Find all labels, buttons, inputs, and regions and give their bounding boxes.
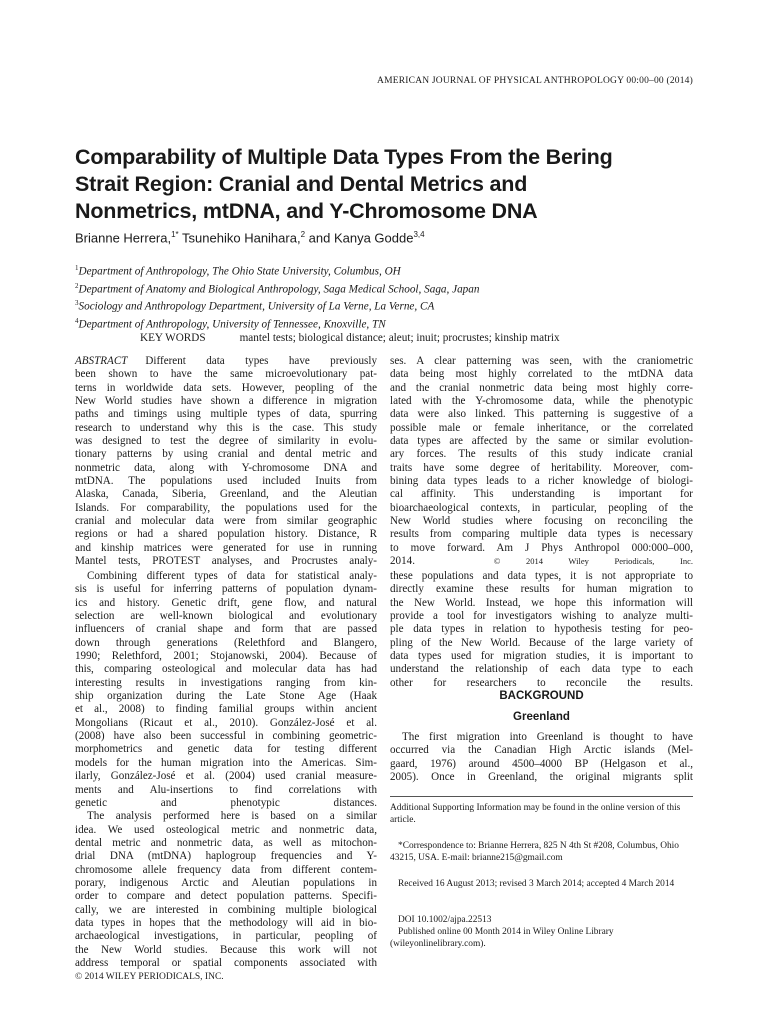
body-line: pling of the New World. Because of the large variety of xyxy=(390,636,693,649)
body-line: influencers of cranial shape and form that are passed xyxy=(75,623,377,636)
abstract-line: Alaska, Canada, Siberia, Greenland, and the Aleutian xyxy=(75,488,377,501)
body-line: chromosome allele frequency data from different contem- xyxy=(75,863,377,876)
affiliation xyxy=(75,280,479,298)
body-line: The first migration into Greenland is thought to have xyxy=(402,731,693,743)
affiliation-number: 4 xyxy=(75,316,79,325)
abstract-line: 2014. © 2014 Wiley Periodicals, Inc. xyxy=(390,555,694,568)
body-line: interesting results in investigations ranging from kin- xyxy=(75,676,377,689)
abstract-line: data being most highly correlated to the mtDNA data xyxy=(390,368,693,381)
body-line: address temporal or spatial components associated with xyxy=(75,956,377,969)
footnote-correspondence: *Correspondence to: Brianne Herrera, 825 N 4th St #208, Columbus, Ohio 43215, USA. E-mail: brianne215@gmail.com xyxy=(390,841,679,864)
abstract-line: ary forces. The results of this study indicate cranial xyxy=(390,448,693,461)
footnote-doi: DOI 10.1002/ajpa.22513 xyxy=(398,915,492,925)
body-line: dental metric and nonmetric data, as well as mitochon- xyxy=(75,836,377,849)
body-line: (2008) have also been successful in combining geometric- xyxy=(75,730,377,743)
affiliation xyxy=(75,262,479,280)
body-line: sis is useful for inferring patterns of population dynam- xyxy=(75,583,377,596)
abstract-line: ses. A clear patterning was seen, with the craniometric xyxy=(390,355,693,367)
affiliation xyxy=(75,297,479,315)
body-line: archaeological investigations, in particular, peopling of xyxy=(75,930,377,943)
abstract-line: was designed to test the degree of similarity in evolu- xyxy=(75,435,377,448)
footnote-supporting-info: Additional Supporting Information may be found in the online version of this article. xyxy=(390,803,681,826)
body-line: Mongolians (Ricaut et al., 2010). González-José et al. xyxy=(75,716,377,729)
body-line: data types used for migration studies, it is important to xyxy=(390,650,693,663)
body-line: provide a tool for investigators wishing to analyze multi- xyxy=(390,610,693,623)
body-line: down through generations (Relethford and Blangero, xyxy=(75,636,377,649)
abstract-left-column xyxy=(75,355,377,569)
author-affil-mark: 2 xyxy=(300,230,306,239)
footnote-divider xyxy=(390,796,693,797)
keywords xyxy=(140,332,560,344)
abstract-line: bining data types leads to a richer knowledge of biologi- xyxy=(390,475,693,488)
title-line: Nonmetrics, mtDNA, and Y-Chromosome DNA xyxy=(75,199,538,223)
journal-header: AMERICAN JOURNAL OF PHYSICAL ANTHROPOLOGY 00:00–00 (2014) xyxy=(377,76,693,86)
abstract-line: ABSTRACT Different data types have previously xyxy=(75,355,377,367)
abstract-line: possible male or female inheritance, or the correlated xyxy=(390,421,693,434)
abstract-line: and kinship matrices were generated for use in running xyxy=(75,541,377,554)
affiliations xyxy=(75,262,479,332)
body-line: morphometrics and genetic data for testing different xyxy=(75,743,377,756)
abstract-line: tionary patterns by using cranial and dental metric and xyxy=(75,448,377,461)
body-line: porary, indigenous Arctic and Aleutian populations in xyxy=(75,876,377,889)
author-list xyxy=(75,230,425,245)
body-line: Combining different types of data for statistical analy- xyxy=(87,570,377,582)
background-heading: BACKGROUND xyxy=(499,690,584,702)
affiliation xyxy=(75,315,479,333)
greenland-paragraph xyxy=(390,731,693,784)
body-line: these populations and data types, it is not appropriate to xyxy=(390,570,693,582)
body-line: gaard, 1976) around 4500–4000 BP (Helgason et al., xyxy=(390,757,693,770)
abstract-line: results from comparing multiple data types is necessary xyxy=(390,528,693,541)
footnote-received: Received 16 August 2013; revised 3 March 2014; accepted 4 March 2014 xyxy=(398,879,675,889)
abstract-line: data were also linked. This patterning is suggestive of a xyxy=(390,408,693,421)
body-line: et al., 2008) to finding familial groups within ancient xyxy=(75,703,377,716)
body-right-column xyxy=(390,570,693,690)
body-line: the New World. Instead, we hope this information will xyxy=(390,596,693,609)
author-affil-mark: 1* xyxy=(171,230,179,239)
abstract-line: bioarchaeological contexts, in particular, peopling of the xyxy=(390,501,693,514)
body-line: ments and Alu-insertions to find correlations with xyxy=(75,783,377,796)
body-line: idea. We used osteological metric and nonmetric data, xyxy=(75,823,377,836)
body-line: ics and history. Genetic drift, gene flow, and natural xyxy=(75,596,377,609)
author-name: Tsunehiko Hanihara, xyxy=(178,230,301,246)
body-line: genetic and phenotypic distances. xyxy=(75,796,377,809)
body-line: 1990; Relethford, 2001; Stojanowski, 2004). Because of xyxy=(75,650,377,663)
abstract-label: ABSTRACT xyxy=(75,355,128,367)
footnote-published: Published online 00 Month 2014 in Wiley Online Library (wileyonlinelibrary.com). xyxy=(390,927,614,950)
abstract-line: traits have some degree of heritability. Moreover, com- xyxy=(390,461,693,474)
body-line: ship organization during the Late Stone Age (Haak xyxy=(75,690,377,703)
abstract-line: lated with the Y-chromosome data, while the phenotypic xyxy=(390,395,693,408)
abstract-line: research to understand why this is the case. This study xyxy=(75,421,377,434)
article-title xyxy=(75,144,695,225)
abstract-line: nonmetric data, along with Y-chromosome DNA and xyxy=(75,461,377,474)
greenland-heading: Greenland xyxy=(513,711,570,723)
affiliation-text: Department of Anthropology, The Ohio State University, Columbus, OH xyxy=(78,265,401,278)
body-line: drial DNA (mtDNA) haplogroup frequencies and Y- xyxy=(75,850,377,863)
body-line: ple data types in relation to hypothesis testing for peo- xyxy=(390,623,693,636)
abstract-line: cranial and molecular data were from similar geographic xyxy=(75,515,377,528)
author-name: Brianne Herrera, xyxy=(75,230,172,246)
abstract-line: to move forward. Am J Phys Anthropol 000:000–000, xyxy=(390,541,693,554)
affiliation-number: 3 xyxy=(75,299,79,308)
author-name: and Kanya Godde xyxy=(305,230,414,246)
affiliation-text: Department of Anthropology, University of Tennessee, Knoxville, TN xyxy=(78,318,386,331)
body-line: 2005). Once in Greenland, the original migrants split xyxy=(390,771,693,784)
body-line: directly examine these results for human migration to xyxy=(390,583,693,596)
abstract-line: Islands. For comparability, the populations used for the xyxy=(75,501,377,514)
abstract-copyright: © 2014 Wiley Periodicals, Inc. xyxy=(493,556,694,567)
affiliation-number: 1 xyxy=(75,264,79,272)
body-line: other for researchers to reconcile the results. xyxy=(390,676,693,689)
abstract-line: been shown to have the same microevolutionary pat- xyxy=(75,368,377,381)
abstract-line: Mantel tests, PROTEST analyses, and Procrustes analy- xyxy=(75,555,377,568)
body-left-column xyxy=(75,570,377,970)
author-affil-mark: 3,4 xyxy=(413,230,425,239)
body-line: occurred via the Canadian High Arctic islands (Mel- xyxy=(390,744,693,757)
body-line: ilarly, González-José et al. (2004) used cranial measure- xyxy=(75,770,377,783)
title-line: Strait Region: Cranial and Dental Metrics and xyxy=(75,172,528,196)
abstract-line: and the cranial nonmetric data being most highly corre- xyxy=(390,381,693,394)
body-line: models for the human migration into the Americas. Sim- xyxy=(75,756,377,769)
abstract-line: paths and timings using multiple types of data, spurring xyxy=(75,408,377,421)
body-line: the New World studies. Because this work will not xyxy=(75,943,377,956)
body-line: data types in hopes that the methodology will aid in bio- xyxy=(75,916,377,929)
body-line: The analysis performed here is based on a similar xyxy=(87,810,377,823)
abstract-line: terns in worldwide data sets. However, peopling of the xyxy=(75,381,377,394)
body-line: understand the relationship of each data type to each xyxy=(390,663,693,676)
body-line: cally, we are interested in combining multiple biological xyxy=(75,903,377,916)
abstract-right-column xyxy=(390,355,693,569)
abstract-line: mtDNA. The populations used included Inuits from xyxy=(75,475,377,488)
affiliation-text: Department of Anatomy and Biological Anthropology, Saga Medical School, Saga, Japan xyxy=(78,283,480,296)
abstract-line: New World studies have shown a difference in migration xyxy=(75,395,377,408)
keywords-text: mantel tests; biological distance; aleut; inuit; procrustes; kinship matrix xyxy=(239,332,560,344)
abstract-line: data types are affected by the same or similar evolution- xyxy=(390,435,693,448)
abstract-line: regions or had a shared population history. Distance, R xyxy=(75,528,377,541)
body-line: order to compare and detect population patterns. Specifi- xyxy=(75,890,377,903)
abstract-line: cal affinity. This understanding is important for xyxy=(390,488,693,501)
affiliation-text: Sociology and Anthropology Department, University of La Verne, La Verne, CA xyxy=(78,300,435,313)
abstract-line: New World studies where focusing on reconciling the xyxy=(390,515,693,528)
affiliation-number: 2 xyxy=(75,281,79,290)
body-line: this, comparing osteological and molecular data has had xyxy=(75,663,377,676)
title-line: Comparability of Multiple Data Types From the Bering xyxy=(75,145,613,169)
footer-copyright: © 2014 WILEY PERIODICALS, INC. xyxy=(75,972,224,982)
keywords-label: KEY WORDS xyxy=(140,332,206,344)
body-line: selection are well-known biological and evolutionary xyxy=(75,610,377,623)
